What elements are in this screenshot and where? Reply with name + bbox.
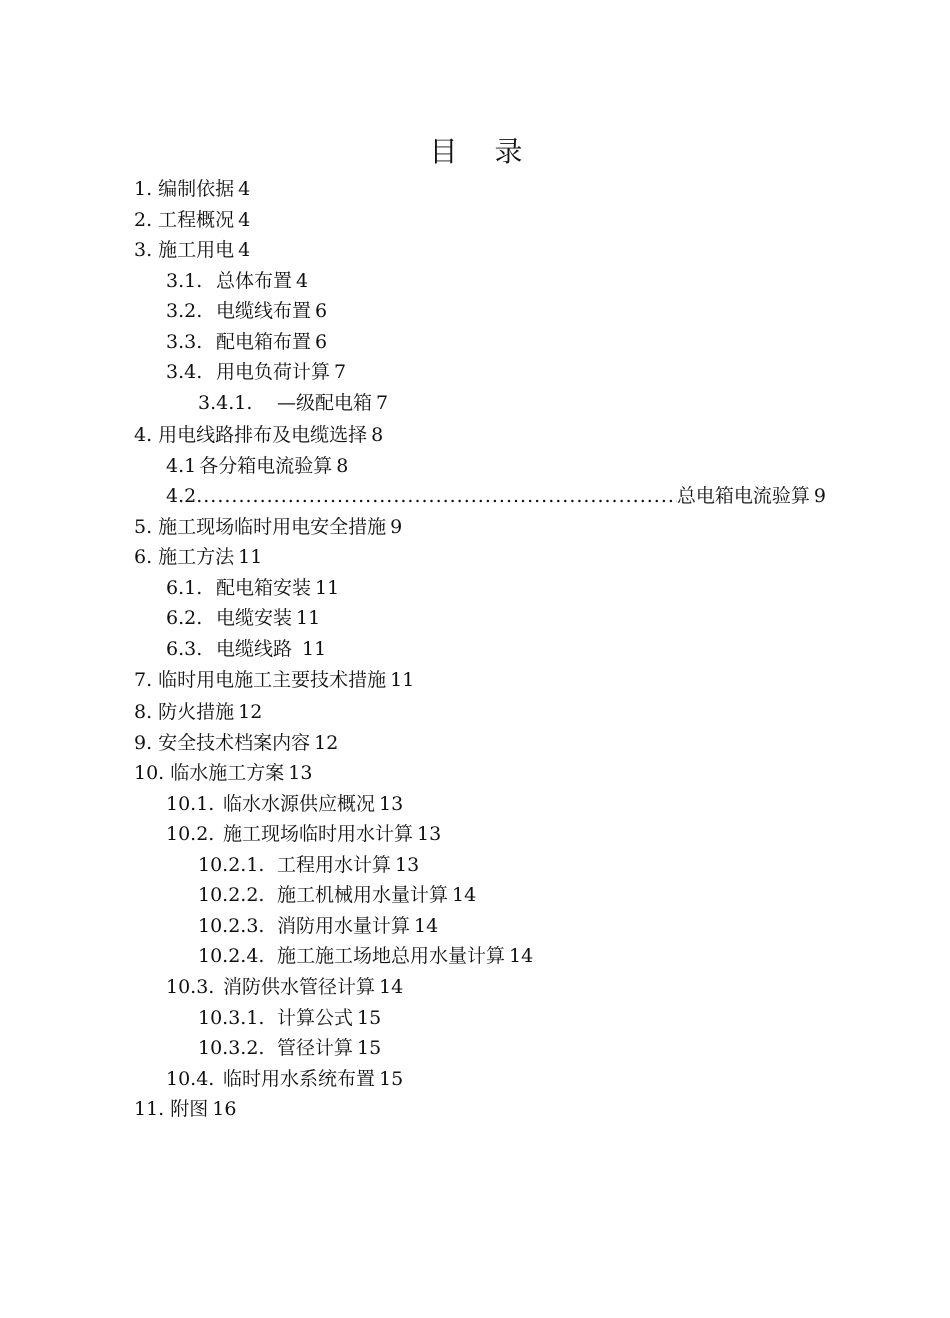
- toc-entry-text: 临水水源供应概况: [223, 793, 376, 815]
- toc-entry-10-2-4[interactable]: [198, 941, 533, 971]
- toc-entry-page: 4: [296, 270, 309, 292]
- toc-entry-11[interactable]: [134, 1094, 236, 1124]
- toc-entry-page: 11: [296, 607, 321, 629]
- toc-entry-text: 防火措施: [158, 701, 235, 723]
- toc-entry-number: 10.2.4.: [198, 945, 265, 967]
- toc-entry-3-4[interactable]: [166, 357, 346, 387]
- toc-entry-page: 15: [357, 1007, 382, 1029]
- toc-entry-page: 11: [302, 638, 327, 660]
- toc-entry-number: 3.: [134, 239, 153, 261]
- toc-entry-page: 15: [357, 1037, 382, 1059]
- toc-entry-page: 12: [238, 701, 263, 723]
- toc-entry-number: 6.3.: [166, 638, 203, 660]
- toc-entry-number: 10.3.2.: [198, 1037, 265, 1059]
- toc-entry-text: 配电箱安装: [216, 577, 312, 599]
- toc-entry-text: 施工用电: [158, 239, 235, 261]
- toc-entry-text: 电缆安装: [216, 607, 293, 629]
- toc-entry-text: 临时用电施工主要技术措施: [158, 669, 387, 691]
- toc-entry-10-4[interactable]: [166, 1064, 403, 1094]
- toc-entry-1[interactable]: [134, 174, 250, 204]
- toc-entry-text: 施工现场临时用电安全措施: [158, 516, 387, 538]
- toc-entry-9[interactable]: [134, 728, 338, 758]
- toc-entry-page: 8: [336, 455, 349, 477]
- toc-entry-text: 临时用水系统布置: [223, 1068, 376, 1090]
- toc-entry-text: 工程用水计算: [277, 854, 392, 876]
- toc-entry-page: 15: [379, 1068, 404, 1090]
- toc-entry-number: 3.4.1.: [198, 392, 253, 414]
- toc-entry-number: 5.: [134, 516, 153, 538]
- toc-entry-6[interactable]: [134, 542, 262, 572]
- toc-entry-3-4-1[interactable]: [198, 388, 388, 418]
- toc-entry-6-3[interactable]: [166, 634, 326, 664]
- toc-entry-7[interactable]: [134, 665, 414, 695]
- toc-entry-page: 13: [417, 823, 442, 845]
- toc-entry-page: 7: [334, 361, 347, 383]
- toc-entry-text: 电缆线路: [216, 638, 299, 660]
- toc-entry-text: 施工方法: [158, 546, 235, 568]
- toc-entry-10-2-3[interactable]: [198, 911, 438, 941]
- toc-entry-number: 4.2: [166, 485, 197, 507]
- toc-entry-page: 4: [238, 209, 251, 231]
- toc-entry-10-3[interactable]: [166, 972, 403, 1002]
- toc-entry-6-1[interactable]: [166, 573, 339, 603]
- toc-entry-number: 10.2.2.: [198, 884, 265, 906]
- toc-entry-10-3-1[interactable]: [198, 1003, 381, 1033]
- toc-entry-text: 临水施工方案: [170, 762, 285, 784]
- toc-entry-text: 计算公式: [277, 1007, 354, 1029]
- toc-entry-number: 4.1: [166, 455, 197, 477]
- toc-entry-page: 4: [238, 239, 251, 261]
- toc-entry-10-2-2[interactable]: [198, 880, 476, 910]
- toc-entry-text: 消防供水管径计算: [223, 976, 376, 998]
- toc-entry-number: 10.2.1.: [198, 854, 265, 876]
- toc-entry-3-2[interactable]: [166, 296, 327, 326]
- toc-entry-number: 6.2.: [166, 607, 203, 629]
- toc-entry-number: 9.: [134, 732, 153, 754]
- toc-entry-10-3-2[interactable]: [198, 1033, 381, 1063]
- toc-entry-text: —级配电箱: [277, 392, 373, 414]
- toc-entry-page: 13: [288, 762, 313, 784]
- toc-entry-number: 6.1.: [166, 577, 203, 599]
- toc-entry-number: 10.1.: [166, 793, 215, 815]
- toc-entry-text: 用电线路排布及电缆选择: [158, 424, 368, 446]
- toc-entry-text: 各分箱电流验算: [199, 455, 333, 477]
- toc-entry-number: 2.: [134, 209, 153, 231]
- toc-entry-page: 14: [414, 915, 439, 937]
- toc-entry-3-1[interactable]: [166, 266, 308, 296]
- toc-entry-4-2[interactable]: [166, 481, 826, 511]
- toc-entry-text: 施工施工场地总用水量计算: [277, 945, 506, 967]
- toc-entry-number: 10.2.3.: [198, 915, 265, 937]
- toc-entry-6-2[interactable]: [166, 603, 320, 633]
- toc-entry-page: 6: [315, 300, 328, 322]
- toc-title: 目 录: [429, 135, 537, 168]
- toc-entry-4-1[interactable]: [166, 451, 348, 481]
- toc-entry-page: 14: [509, 945, 534, 967]
- toc-entry-text: 配电箱布置: [216, 331, 312, 353]
- toc-entry-3-3[interactable]: [166, 327, 327, 357]
- toc-entry-8[interactable]: [134, 697, 262, 727]
- toc-entry-text: 总电箱电流验算: [676, 485, 810, 507]
- toc-entry-page: 9: [813, 485, 826, 507]
- toc-entry-number: 6.: [134, 546, 153, 568]
- toc-entry-text: 工程概况: [158, 209, 235, 231]
- toc-entry-page: 14: [452, 884, 477, 906]
- toc-entry-10-1[interactable]: [166, 789, 403, 819]
- toc-entry-number: 3.4.: [166, 361, 203, 383]
- toc-entry-page: 12: [314, 732, 339, 754]
- toc-entry-number: 10.2.: [166, 823, 215, 845]
- toc-entry-number: 3.1.: [166, 270, 203, 292]
- toc-entry-4[interactable]: [134, 420, 383, 450]
- toc-entry-page: 13: [379, 793, 404, 815]
- toc-entry-number: 4.: [134, 424, 153, 446]
- toc-entry-page: 13: [395, 854, 420, 876]
- toc-entry-text: 总体布置: [216, 270, 293, 292]
- toc-entry-number: 10.4.: [166, 1068, 215, 1090]
- toc-entry-10[interactable]: [134, 758, 312, 788]
- toc-entry-number: 3.3.: [166, 331, 203, 353]
- toc-dot-leader: [196, 481, 677, 511]
- toc-entry-number: 10.: [134, 762, 165, 784]
- toc-entry-page: 9: [390, 516, 403, 538]
- toc-entry-10-2[interactable]: [166, 819, 441, 849]
- toc-entry-page: 16: [212, 1098, 237, 1120]
- toc-entry-page: 8: [371, 424, 384, 446]
- toc-entry-text: 施工现场临时用水计算: [223, 823, 414, 845]
- toc-entry-number: 1.: [134, 178, 153, 200]
- toc-entry-page: 11: [390, 669, 415, 691]
- toc-entry-page: 7: [376, 392, 389, 414]
- toc-entry-page: 11: [315, 577, 340, 599]
- toc-entry-page: 11: [238, 546, 263, 568]
- toc-entry-number: 10.3.1.: [198, 1007, 265, 1029]
- toc-entry-page: 6: [315, 331, 328, 353]
- toc-entry-number: 11.: [134, 1098, 165, 1120]
- toc-entry-text: 附图: [170, 1098, 209, 1120]
- toc-entry-text: 管径计算: [277, 1037, 354, 1059]
- toc-entry-number: 3.2.: [166, 300, 203, 322]
- toc-entry-page: 14: [379, 976, 404, 998]
- toc-entry-10-2-1[interactable]: [198, 850, 419, 880]
- toc-entry-text: 消防用水量计算: [277, 915, 411, 937]
- toc-entry-2[interactable]: [134, 205, 250, 235]
- toc-entry-5[interactable]: [134, 512, 402, 542]
- toc-entry-text: 电缆线布置: [216, 300, 312, 322]
- toc-entry-text: 施工机械用水量计算: [277, 884, 449, 906]
- toc-entry-number: 10.3.: [166, 976, 215, 998]
- toc-entry-3[interactable]: [134, 235, 250, 265]
- toc-entry-page: 4: [238, 178, 251, 200]
- toc-entry-number: 7.: [134, 669, 153, 691]
- toc-entry-number: 8.: [134, 701, 153, 723]
- toc-entry-text: 安全技术档案内容: [158, 732, 311, 754]
- toc-entry-text: 用电负荷计算: [216, 361, 331, 383]
- toc-entry-text: 编制依据: [158, 178, 235, 200]
